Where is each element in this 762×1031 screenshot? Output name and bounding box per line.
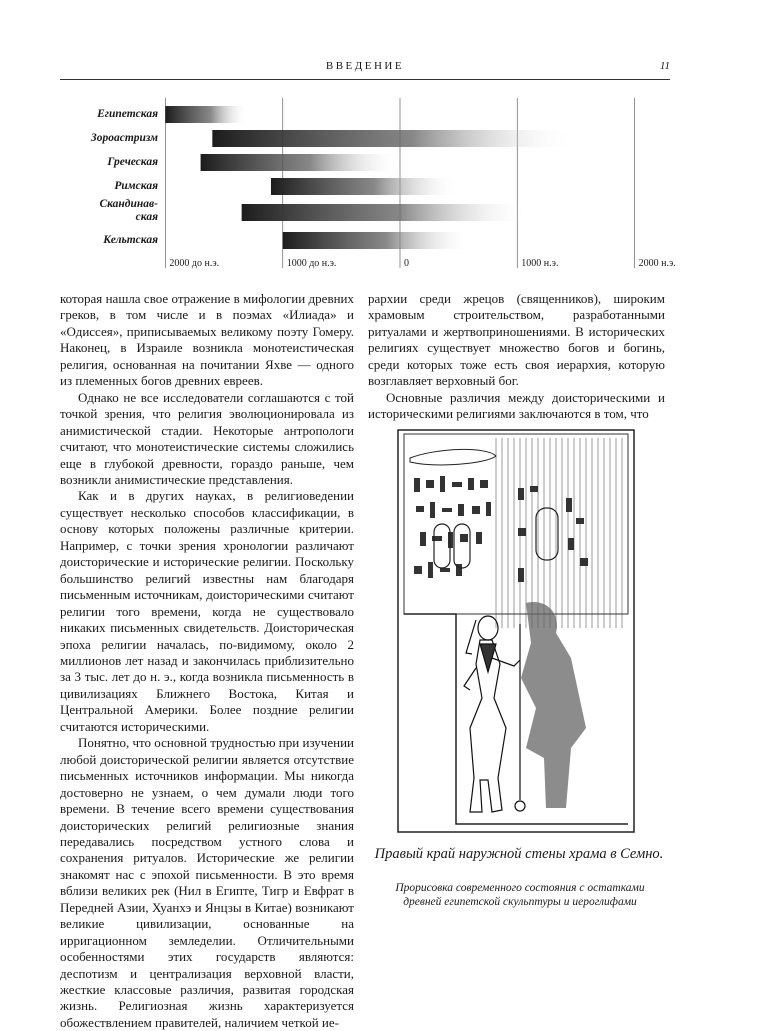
egyptian-relief-drawing — [396, 428, 636, 834]
x-tick-label: 2000 н.э. — [638, 258, 676, 269]
paragraph: которая нашла свое отражение в мифологии древних греков, в том числе и в поэмах «Илиада» и «Одиссея», приписываемых великому поэту Гомеру. Наконец, в Израиле возникла монотеистическая религия, основанная на почитании Яхве — одного из племенных богов древних евреев. — [60, 291, 354, 389]
x-tick-label: 1000 до н.э. — [286, 258, 337, 269]
x-tick-label: 1000 н.э. — [521, 258, 559, 269]
header-rule — [60, 79, 670, 80]
category-label: Греческая — [107, 156, 158, 168]
category-label: Египетская — [97, 108, 158, 120]
text-column-right — [368, 291, 665, 423]
figure-caption-title: Правый край наружной стены храма в Семно. — [374, 846, 664, 862]
timeline-bar — [242, 204, 529, 221]
paragraph: Понятно, что основной трудностью при изучении любой доисторической религии является отсутствие письменных источников информации. Мы никогда достоверно не узнаем, о чем думали люди того времени. В течение всего времени существования доисторических религий религиозные знания передавались посредством устного слова и сохранения ритуалов. Исторические же религии знакомят нас с эпохой письменности. В это время вблизи великих рек (Нил в Египте, Тигр и Евфрат в Передней Азии, Хуанхэ и Янцзы в Китае) возникают великие цивилизации, основанные на ирригационном земледелии. Отличительными особенностями этих государств являются: деспотизм и централизация верховной власти, жесткие классовые различия, развитая городская жизнь. Религиозная жизнь характеризуется обожествлением правителей, наличием четкой ие- — [60, 735, 354, 1030]
running-header — [60, 60, 670, 78]
x-tick-label: 0 — [404, 258, 409, 269]
paragraph: Однако не все исследователи соглашаются с той точкой зрения, что религия эволюционировала из анимистической стадии. Некоторые антропологи считают, что монотеистические системы сложились еще в глубокой древности, гораздо раньше, чем возникли анимистические представления. — [60, 389, 354, 487]
timeline-bar — [165, 106, 247, 123]
category-label: Зороастризм — [90, 132, 158, 144]
x-tick-label: 2000 до н.э. — [169, 258, 220, 269]
timeline-bar — [283, 232, 471, 249]
paragraph: рархии среди жрецов (священников), широким храмовым строительством, разработанными ритуалами и жертвоприношениями. В исторических религиях существует множество богов и богинь, среди которых тоже есть своя иерархия, которую возглавляет верховный бог. — [368, 291, 665, 389]
section-title: ВВЕДЕНИЕ — [325, 60, 405, 72]
paragraph: Как и в других науках, в религиоведении существует несколько способов классификации, в основу которых положены различные критерии. Например, с точки зрения хронологии различают доисторические и исторические религии. Поскольку большинство религий известны нам благодаря письменным источникам, доисторическими считают религии того времени, когда не существовало никаких письменных свидетельств. Доисторическая эпоха религии началась, по-видимому, около 2 миллионов лет назад и закончилась приблизительно за 3 тыс. лет до н. э., когда возникла письменность в цивилизациях Ближнего Востока, Китая и Центральной Америки. Более поздние религии считаются историческими. — [60, 488, 354, 734]
temple-wall-illustration — [396, 428, 636, 834]
religion-timeline-chart — [60, 98, 700, 276]
category-label: Римская — [114, 180, 158, 192]
paragraph: Основные различия между доисторическими и историческими религиями заключаются в том, что — [368, 389, 665, 422]
text-column-left — [60, 291, 354, 1031]
timeline-bar — [212, 130, 576, 147]
category-label: Кельтская — [103, 234, 158, 246]
timeline-bar — [271, 178, 459, 195]
page-number: 11 — [659, 60, 670, 72]
category-label: Скандинав- ская — [99, 198, 158, 223]
figure-caption-subtitle: Прорисовка современного состояния с остатками древней египетской скульптуры и иероглифами — [395, 882, 645, 908]
timeline-bar — [201, 154, 400, 171]
